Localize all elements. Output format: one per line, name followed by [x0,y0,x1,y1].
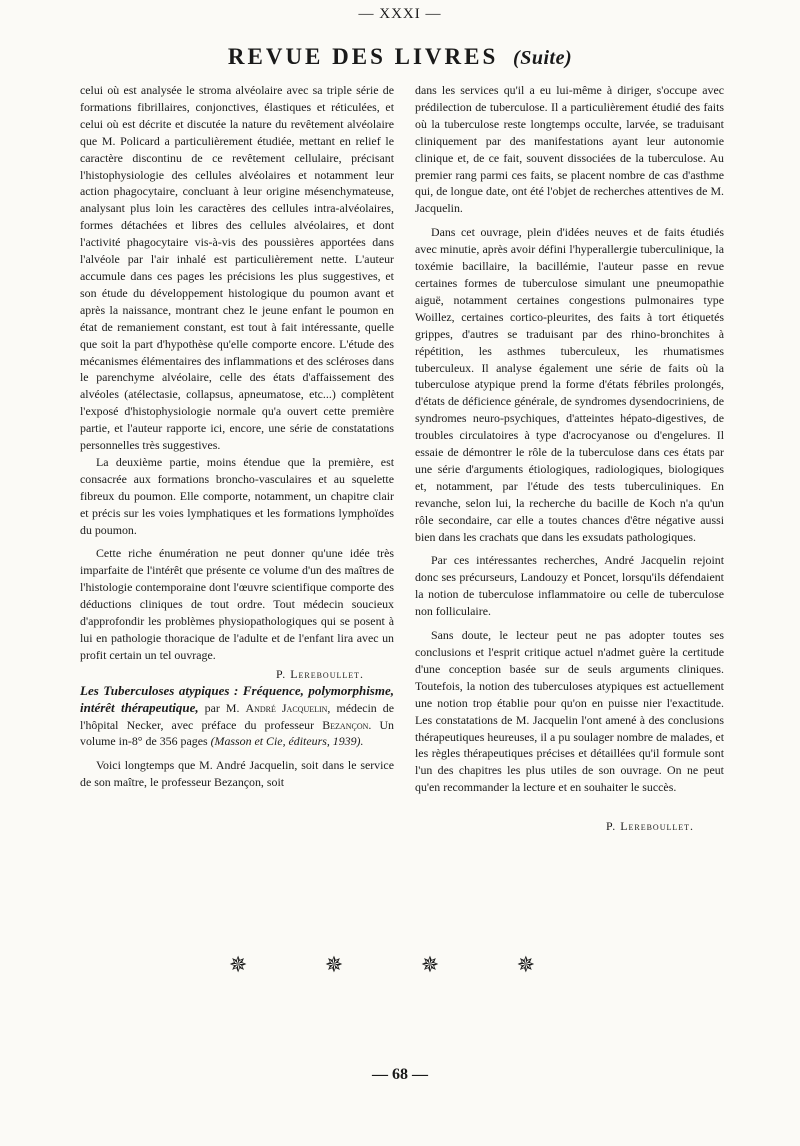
signature-2: P. Lereboullet. [605,819,694,834]
right-paragraph-2: Dans cet ouvrage, plein d'idées neuves et de faits étudiés avec minutie, après avoir défini l'hyperallergie tuberculinique, la toxémie bacillaire, la bacillémie, l'auteur passe en revue certaines formes de tuberculose simulant une pneumopathie aiguë, notamment certaines congestions pulmonaires type Woillez, certaines cortico-pleurites, des faits à tort étiquetés grippes, d'autres se traduisant par des rhino-bronchites à répétition, les asthmes tuberculeux, les rhumatismes tuberculeux. Il analyse également une série de faits où la tuberculose atypique prend la forme d'états fébriles prolongés, d'états de déficience générale, de syndromes dysendocriniens, de syndromes neuro-psychiques, d'atteintes hépato-digestives, de troubles circulatoires à type d'acrocyanose ou d'engelures. Il essaie de démontrer le rôle de la tuberculose dans ces états par une série d'arguments étiologiques, radiologiques, biologiques et, notamment, par l'étude des tests tuberculiniques. En revanche, selon lui, la recherche du bacille de Koch n'a qu'un rôle secondaire, car elle a toutes chances d'être négative aussi bien dans les crachats que dans les exsudats pathologiques. [415,225,724,544]
left-paragraph-2: La deuxième partie, moins étendue que la première, est consacrée aux formations broncho-vasculaires et au squelette fibreux du poumon. Elle comporte, notamment, un chapitre clair et précis sur les voies lymphatiques et les formations lymphoïdes du poumon. [80,454,394,537]
review-book-title: Les Tuberculoses atypiques : Fréquence, polymorphisme, intérêt thérapeutique, [80,682,394,715]
ornament-stars: ✵ ✵ ✵ ✵ [228,952,572,977]
review-author: André Jacquelin, [245,700,331,715]
left-column [80,82,394,791]
page-number: — 68 — [372,1066,428,1083]
review-volume: Un volume in-8° de 356 pages [80,717,395,749]
right-paragraph-1: dans les services qu'il a eu lui-même à diriger, s'occupe avec prédilection de tuberculose. Il a particulièrement étudié des faits où la tuberculose reste longtemps occulte, larvée, se traduisant cliniquement par des manifestations ayant leur autonomie clinique et, de ce fait, souvent dissociées de la tuberculose. Au premier rang parmi ces faits, se placent nombre de cas d'asthme qui, de longue date, ont été l'objet de recherches attentives de M. Jacquelin. [415,83,724,216]
left-paragraph-4: Voici longtemps que M. André Jacquelin, soit dans le service de son maître, le professeur Bezançon, soit [80,758,394,790]
running-title [0,44,800,70]
review-mid: médecin de l'hôpital Necker, avec préface du professeur [80,700,395,732]
right-column [415,82,724,835]
left-paragraph-3: Cette riche énumération ne peut donner qu'une idée très imparfaite de l'intérêt que présente ce volume d'un des maîtres de l'histologie contemporaine dont l'œuvre scientifique comporte des déductions cliniques de tout ordre. Tout médecin soucieux d'approfondir les problèmes physiopathologiques qui se posent à lui en pathologie thoracique de l'adulte et de l'enfant lira avec un profit certain un tel ouvrage. [80,546,394,662]
running-title-text: REVUE DES LIVRES [227,44,499,69]
signature-1: P. Lereboullet. [275,666,364,681]
running-title-suite: (Suite) [513,47,573,69]
review-publisher: (Masson et Cie, éditeurs, 1939). [210,734,364,749]
roman-page-number: — XXXI — [358,6,442,22]
review-heading [80,683,394,751]
right-paragraph-3: Par ces intéressantes recherches, André Jacquelin rejoint donc ses précurseurs, Landouzy et Poncet, lorsqu'ils défendaient la notion de tuberculose inflammatoire ou celle de tuberculose non folliculaire. [415,553,724,619]
review-by: par M. [198,700,246,715]
right-paragraph-4: Sans doute, le lecteur peut ne pas adopter toutes ses conclusions et l'esprit critique actuel n'admet guère la certitude d'une conception basée sur de seuls arguments cliniques. Toutefois, la notion des tuberculoses atypiques est actuellement une notion trop établie pour qu'on en puisse nier l'exactitude. Les constatations de M. Jacquelin l'ont amené à des conclusions thérapeutiques heureuses, il a pu soulager nombre de malades, et les règles thérapeutiques précises et détaillées qu'il formule sont l'un des chapitres les plus utiles de son ouvrage. On ne peut qu'en recommander la lecture et en souhaiter le succès. [415,628,724,795]
review-preface: Bezançon. [322,717,372,732]
left-paragraph-1: celui où est analysée le stroma alvéolaire avec sa triple série de formations fibrillaires, conjonctives, élastiques et réticulées, et celui où est décrite et discutée la nature du revêtement alvéolaire que M. Policard a particulièrement étudiée, mettant en relief le caractère discontinu de ce revêtement cellulaire, précisant l'histophysiologie des cellules alvéolaires et notamment leur action phagocytaire, concluant à leur origine mésenchymateuse, analysant plus loin les caractères des cellules intra-alvéolaires, formes détachées et libres des cellules alvéolaires, et dont l'activité phagocytaire vis-à-vis des poussières apportées dans l'alvéole par l'air inhalé est particulièrement nette. L'auteur accumule dans ces pages les précisions les plus suggestives, et son étude du développement histologique du poumon avant et après la naissance, montrant chez le jeune enfant le poumon en état de remaniement constant, est tout à fait intéressante, quelle que soit la part d'hypothèse qu'elle comporte encore. L'étude des mécanismes élémentaires des inflammations et des scléroses dans le parenchyme alvéolaire, celle des états d'affaissement des alvéoles (atélectasie, collapsus, apneumatose, etc...) complètent l'exposé d'histophysiologie normale qu'a ouvert cette première partie, et l'auteur rapporte ici, encore, une série de constatations personnelles très suggestives. [80,83,394,453]
